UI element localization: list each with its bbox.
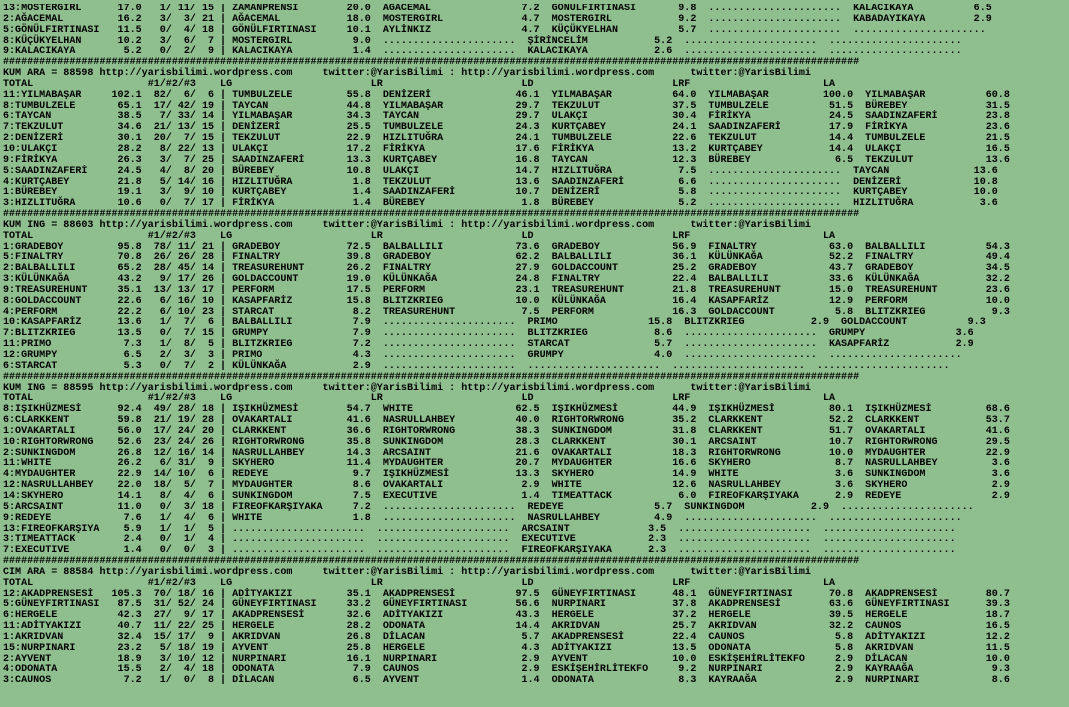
race-header: KUM ING = 88603 http://yarisbilimi.wordpress.com twitter:@YarisBilimi : http://yarisbilimi.wordpress.com twitter:@YarisBilimi: [3, 219, 811, 231]
data-row: 5:SAADINZAFERİ 24.5 4/ 8/ 20 | BÜREBEY 10.8 ULAKÇI 14.7 HIZLITUĞRA 7.5 ...................... TAYCAN 13.6: [3, 165, 998, 177]
data-row: 10:KASAPFARİZ 13.6 1/ 7/ 6 | BALBALLILI 7.9 ...................... PRIMO 15.8 BLITZKRIEG 2.9 GOLDACCOUNT 9.3: [3, 317, 986, 329]
data-row: 11:WHITE 26.2 6/ 31/ 9 | SKYHERO 11.4 MYDAUGHTER 20.7 MYDAUGHTER 16.6 SKYHERO 8.7 NASRULLAHBEY 3.6: [3, 458, 1010, 470]
data-row: 5:GÖNÜLFIRTINASI 11.5 0/ 4/ 18 | GÖNÜLFIRTINASI 10.1 AYLİNKIZ 4.7 KÜÇÜKYELHAN 5.7 ...................... ......................: [3, 24, 986, 36]
race-header: KUM ARA = 88598 http://yarisbilimi.wordpress.com twitter:@YarisBilimi : http://yarisbilimi.wordpress.com twitter:@YarisBilimi: [3, 68, 811, 80]
data-row: 9:TREASUREHUNT 35.1 13/ 13/ 17 | PERFORM 17.5 PERFORM 23.1 TREASUREHUNT 21.8 TREASUREHUNT 15.0 TREASUREHUNT 23.6: [3, 284, 1010, 296]
data-row: 7:TEKZULUT 34.6 21/ 13/ 15 | DENİZERİ 25.5 TUMBULZELE 24.3 KURTÇABEY 24.1 SAADINZAFERİ 17.9 FİRİKYA 23.6: [3, 122, 1010, 134]
data-row: 5:GÜNEYFIRTINASI 87.5 31/ 52/ 24 | GÜNEYFIRTINASI 33.2 GÜNEYFIRTINASI 56.6 NURPINARI 37.8 AKADPRENSESİ 63.6 GÜNEYFIRTINASI 39.3: [3, 599, 1010, 611]
column-header-row: TOTAL #1/#2/#3 LG LR LD LRF LA: [3, 230, 836, 242]
data-row: 3:HIZLITUĞRA 10.6 0/ 7/ 17 | FİRİKYA 1.4 BÜREBEY 1.8 BÜREBEY 5.2 ...................... HIZLITUĞRA 3.6: [3, 198, 998, 210]
data-row: 4:PERFORM 22.2 6/ 10/ 23 | STARCAT 8.2 TREASUREHUNT 7.5 PERFORM 16.3 GOLDACCOUNT 5.8 BLITZKRIEG 9.3: [3, 306, 1010, 318]
data-row: 8:TUMBULZELE 65.1 17/ 42/ 19 | TAYCAN 44.8 YILMABAŞAR 29.7 TEKZULUT 37.5 TUMBULZELE 51.5 BÜREBEY 31.5: [3, 100, 1010, 112]
data-row: 8:GOLDACCOUNT 22.6 6/ 16/ 10 | KASAPFARİZ 15.8 BLITZKRIEG 10.0 KÜLÜNKAĞA 16.4 KASAPFARİZ 12.9 PERFORM 10.0: [3, 295, 1010, 307]
data-row: 12:GRUMPY 6.5 2/ 3/ 3 | PRIMO 4.3 ...................... GRUMPY 4.0 ...................... ......................: [3, 350, 962, 361]
separator-line: ##############################################################################################################################################: [3, 209, 860, 221]
data-row: 9:KALACIKAYA 5.2 0/ 2/ 9 | KALACIKAYA 1.4 ...................... KALACIKAYA 2.6 ...................... ......................: [3, 46, 962, 58]
data-row: 6:HERGELE 42.3 27/ 9/ 17 | AKADPRENSESİ 32.6 ADİTYAKIZI 43.3 HERGELE 37.2 HERGELE 39.5 HERGELE 18.7: [3, 610, 1010, 622]
data-row: 1:AKRIDVAN 32.4 15/ 17/ 9 | AKRIDVAN 26.8 DİLACAN 5.7 AKADPRENSESİ 22.4 CAUNOS 5.8 ADİTYAKIZI 12.2: [3, 631, 1010, 643]
data-row: 9:REDEYE 7.6 1/ 4/ 6 | WHITE 1.8 ...................... NASRULLAHBEY 4.9 ...................... ......................: [3, 512, 962, 524]
data-row: 4:ODONATA 15.5 2/ 4/ 18 | ODONATA 7.9 CAUNOS 2.9 ESKİŞEHİRLİTEKFO 9.2 NURPINARI 2.9 KAYRAAĞA 9.3: [3, 664, 1010, 676]
data-row: 2:AĞACEMAL 16.2 3/ 3/ 21 | AĞACEMAL 18.0 MOSTERGIRL 4.7 MOSTERGIRL 9.2 ...................... KABADAYIKAYA 2.9: [3, 13, 992, 25]
data-row: 7:BLITZKRIEG 13.5 0/ 7/ 15 | GRUMPY 7.9 ...................... BLITZKRIEG 8.6 ...................... GRUMPY 3.6: [3, 328, 974, 340]
data-row: 1:GRADEBOY 95.8 78/ 11/ 21 | GRADEBOY 72.5 BALBALLILI 73.6 GRADEBOY 56.9 FINALTRY 63.0 BALBALLILI 54.3: [3, 241, 1010, 253]
data-row: 4:KURTÇABEY 21.8 5/ 14/ 16 | HIZLITUĞRA 1.8 TEKZULUT 13.6 SAADINZAFERİ 6.6 ...................... DENİZERİ 10.8: [3, 176, 998, 188]
data-row: 8:IŞIKHÜZMESİ 92.4 49/ 28/ 18 | IŞIKHÜZMESİ 54.7 WHITE 62.5 IŞIKHÜZMESİ 44.9 IŞIKHÜZMESİ 80.1 IŞIKHÜZMESİ 68.6: [3, 404, 1010, 416]
column-header-row: TOTAL #1/#2/#3 LG LR LD LRF LA: [3, 577, 836, 589]
data-row: 10:RIGHTORWRONG 52.6 23/ 24/ 26 | RIGHTORWRONG 35.8 SUNKINGDOM 28.3 CLARKKENT 30.1 ARCSAINT 10.7 RIGHTORWRONG 29.5: [3, 436, 1010, 448]
data-row: 5:FINALTRY 70.8 26/ 26/ 28 | FINALTRY 39.8 GRADEBOY 62.2 BALBALLILI 36.1 KÜLÜNKAĞA 52.2 FINALTRY 49.4: [3, 252, 1010, 264]
data-row: 3:TIMEATTACK 2.4 0/ 1/ 4 | ...................... ...................... EXECUTIVE 2.3 ...................... ......................: [3, 534, 956, 546]
separator-line: ##############################################################################################################################################: [3, 371, 860, 383]
data-row: 12:AKADPRENSESİ 105.3 70/ 18/ 16 | ADİTYAKIZI 35.1 AKADPRENSESİ 97.5 GÜNEYFIRTINASI 48.1 GÜNEYFIRTINASI 70.8 AKADPRENSESİ 80.7: [3, 588, 1010, 600]
data-row: 11:YILMABAŞAR 102.1 82/ 6/ 6 | TUMBULZELE 55.8 DENİZERİ 46.1 YILMABAŞAR 64.0 YILMABAŞAR 100.0 YILMABAŞAR 60.8: [3, 89, 1010, 101]
column-header-row: TOTAL #1/#2/#3 LG LR LD LRF LA: [3, 393, 836, 405]
data-row: 13:FIREOFKARŞIYA 5.9 1/ 1/ 5 | ...................... ...................... ARCSAINT 3.5 ...................... ......................: [3, 523, 956, 535]
data-row: 6:TAYCAN 38.5 7/ 33/ 14 | YILMABAŞAR 34.3 TAYCAN 29.7 ULAKÇI 30.4 FİRİKYA 24.5 SAADINZAFERİ 23.8: [3, 111, 1010, 123]
separator-line: ##############################################################################################################################################: [3, 556, 860, 568]
separator-line: ##############################################################################################################################################: [3, 57, 860, 69]
data-row: 6:CLARKKENT 59.8 21/ 19/ 28 | OVAKARTALI 41.6 NASRULLAHBEY 40.0 RIGHTORWRONG 35.2 CLARKKENT 52.2 CLARKKENT 53.7: [3, 415, 1010, 427]
data-row: 2:DENİZERİ 30.1 20/ 7/ 15 | TEKZULUT 22.9 HIZLITUĞRA 24.1 TUMBULZELE 22.6 TEKZULUT 14.4 TUMBULZELE 21.5: [3, 133, 1010, 145]
data-row: 11:ADİTYAKIZI 40.7 11/ 22/ 25 | HERGELE 28.2 ODONATA 14.4 AKRIDVAN 25.7 AKRIDVAN 32.2 CAUNOS 16.5: [3, 621, 1010, 633]
data-row: 8:KÜÇÜKYELHAN 10.2 3/ 6/ 7 | MOSTERGIRL 9.0 ...................... ŞİRİNCELİM 5.2 ...................... ......................: [3, 35, 962, 47]
data-row: 2:AYVENT 18.9 3/ 10/ 12 | NURPINARI 16.1 NURPINARI 2.9 AYVENT 10.0 ESKİŞEHİRLİTEKFO 2.9 DİLACAN 10.0: [3, 653, 1010, 665]
column-header-row: TOTAL #1/#2/#3 LG LR LD LRF LA: [3, 78, 836, 90]
data-row: 15:NURPINARI 23.2 5/ 18/ 19 | AYVENT 25.8 HERGELE 4.3 ADİTYAKIZI 13.5 ODONATA 5.8 AKRIDVAN 11.5: [3, 642, 1010, 654]
data-row: 7:EXECUTIVE 1.4 0/ 0/ 3 | ...................... ...................... FIREOFKARŞIYAKA 2.3 ...................... ......................: [3, 545, 956, 557]
race-header: KUM ING = 88595 http://yarisbilimi.wordpress.com twitter:@YarisBilimi : http://yarisbilimi.wordpress.com twitter:@YarisBilimi: [3, 382, 811, 394]
data-row: 3:KÜLÜNKAĞA 43.2 9/ 17/ 26 | GOLDACCOUNT 19.0 KÜLÜNKAĞA 24.8 FINALTRY 22.4 BALBALLILI 33.6 KÜLÜNKAĞA 32.2: [3, 274, 1010, 286]
data-row: 4:MYDAUGHTER 22.9 14/ 10/ 6 | REDEYE 9.7 IŞIKHÜZMESİ 13.3 SKYHERO 14.9 WHITE 3.6 SUNKINGDOM 3.6: [3, 469, 1010, 481]
data-row: 11:PRIMO 7.3 1/ 8/ 5 | BLITZKRIEG 7.2 ...................... STARCAT 5.7 ...................... KASAPFARİZ 2.9: [3, 339, 974, 351]
data-row: 6:STARCAT 5.3 0/ 7/ 2 | KÜLÜNKAĞA 2.9 ...................... ...................... ...................... ......................: [3, 360, 950, 372]
data-row: 10:ULAKÇI 28.2 8/ 22/ 13 | ULAKÇI 17.2 FİRİKYA 17.6 FİRİKYA 13.2 KURTÇABEY 14.4 ULAKÇI 16.5: [3, 143, 1010, 155]
data-row: 5:ARCSAINT 11.0 0/ 3/ 18 | FIREOFKARŞIYAKA 7.2 ...................... REDEYE 5.7 SUNKINGDOM 2.9 ......................: [3, 501, 974, 513]
data-row: 13:MOSTERGIRL 17.0 1/ 11/ 15 | ZAMANPRENSİ 20.0 AĞACEMAL 7.2 GÖNÜLFIRTINASI 9.8 ...................... KALACIKAYA 6.5: [3, 4, 992, 14]
data-row: 12:NASRULLAHBEY 22.0 18/ 5/ 7 | MYDAUGHTER 8.6 OVAKARTALI 2.9 WHITE 12.6 NASRULLAHBEY 3.6 SKYHERO 2.9: [3, 480, 1010, 492]
data-row: 9:FİRİKYA 26.3 3/ 7/ 25 | SAADINZAFERİ 13.3 KURTÇABEY 16.8 TAYCAN 12.3 BÜREBEY 6.5 TEKZULUT 13.6: [3, 154, 1010, 166]
data-row: 14:SKYHERO 14.1 8/ 4/ 6 | SUNKINGDOM 7.5 EXECUTIVE 1.4 TIMEATTACK 6.0 FIREOFKARŞIYAKA 2.9 REDEYE 2.9: [3, 490, 1010, 502]
data-row: 3:CAUNOS 7.2 1/ 0/ 8 | DİLACAN 6.5 AYVENT 1.4 ODONATA 8.3 KAYRAAĞA 2.9 NURPINARI 8.6: [3, 675, 1010, 687]
data-row: 1:OVAKARTALI 56.0 17/ 24/ 20 | CLARKKENT 36.6 RIGHTORWRONG 38.3 SUNKINGDOM 31.8 CLARKKENT 51.7 OVAKARTALI 41.6: [3, 425, 1010, 437]
race-header: CIM ARA = 88584 http://yarisbilimi.wordpress.com twitter:@YarisBilimi : http://yarisbilimi.wordpress.com twitter:@YarisBilimi: [3, 566, 811, 578]
data-row: 1:BÜREBEY 19.1 3/ 9/ 10 | KURTÇABEY 1.4 SAADINZAFERİ 10.7 DENİZERİ 5.8 ...................... KURTÇABEY 10.0: [3, 187, 998, 199]
results-document: [3, 4, 1069, 707]
data-row: 2:BALBALLILI 65.2 28/ 45/ 14 | TREASUREHUNT 26.2 FINALTRY 27.9 GOLDACCOUNT 25.2 GRADEBOY 43.7 GRADEBOY 34.5: [3, 263, 1010, 275]
data-row: 2:SUNKINGDOM 26.8 12/ 16/ 14 | NASRULLAHBEY 14.3 ARCSAINT 21.6 OVAKARTALI 18.3 RIGHTORWRONG 10.0 MYDAUGHTER 22.9: [3, 447, 1010, 459]
